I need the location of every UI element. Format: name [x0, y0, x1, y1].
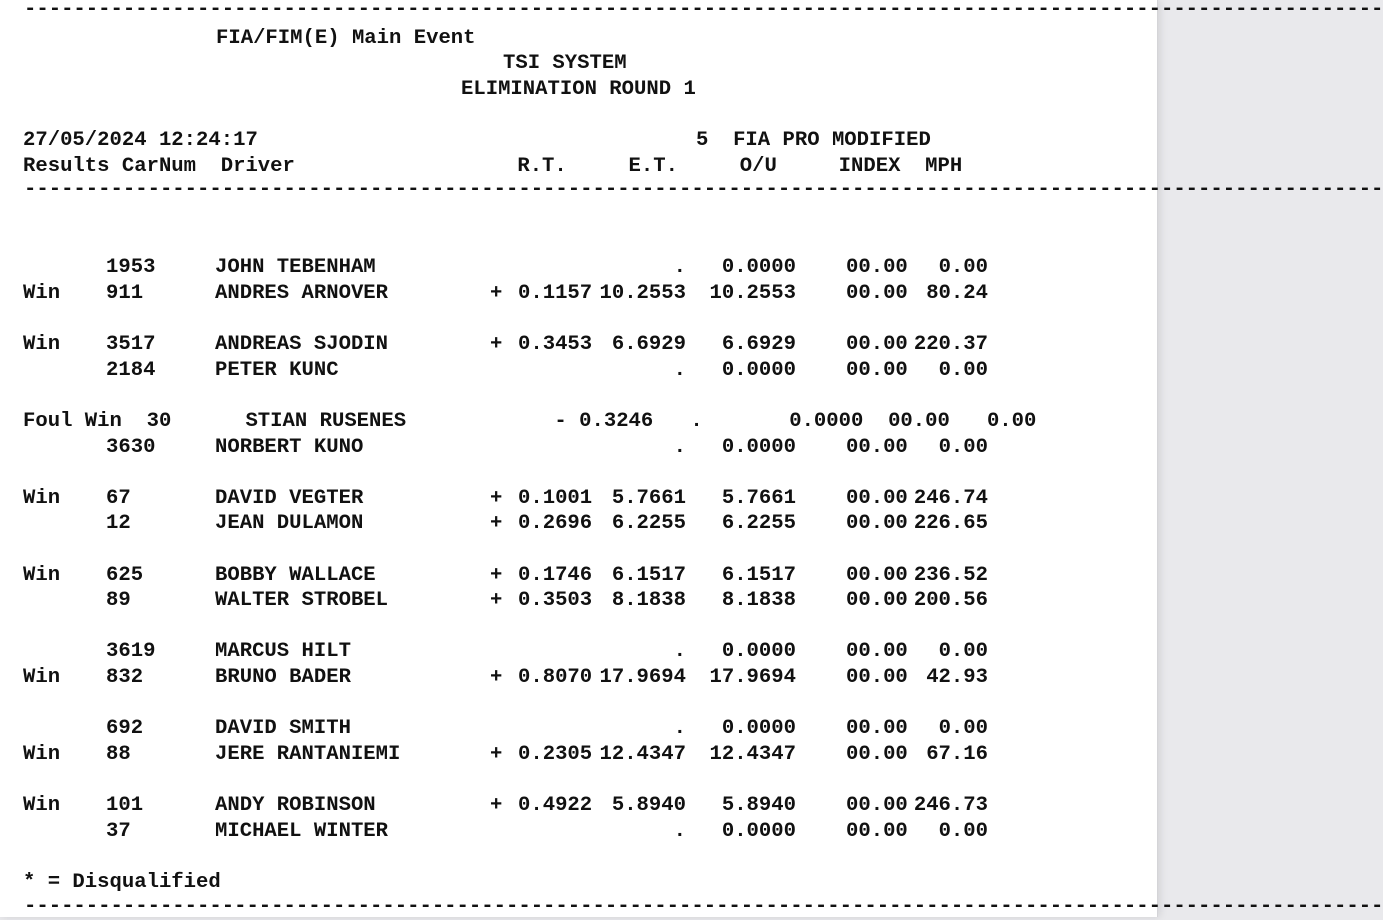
car-number-cell: 101: [106, 794, 144, 817]
reaction-time-cell: 0.8070: [518, 666, 593, 689]
car-number-cell: 911: [106, 282, 144, 305]
reaction-time-cell: 0.2305: [518, 743, 593, 766]
index-cell: 00.00: [846, 589, 908, 612]
elapsed-time-cell: 6.1517: [611, 564, 686, 587]
driver-cell: MARCUS HILT: [215, 640, 351, 663]
mph-cell: 0.00: [938, 359, 988, 382]
mph-cell: 67.16: [926, 743, 988, 766]
result-cell: Win: [23, 564, 61, 587]
mph-cell: 236.52: [913, 564, 988, 587]
reaction-time-cell: 0.1001: [518, 487, 593, 510]
report-timestamp: 27/05/2024 12:24:17: [23, 129, 258, 152]
driver-cell: JEAN DULAMON: [215, 512, 364, 535]
index-cell: 00.00: [846, 282, 908, 305]
elapsed-time-cell: .: [673, 256, 686, 279]
mph-cell: 246.73: [913, 794, 988, 817]
elapsed-time-cell: 12.4347: [599, 743, 686, 766]
reaction-sign-cell: +: [490, 589, 503, 612]
reaction-time-cell: 0.2696: [518, 512, 593, 535]
driver-cell: BOBBY WALLACE: [215, 564, 376, 587]
index-cell: 00.00: [846, 820, 908, 843]
elapsed-time-cell: .: [673, 436, 686, 459]
legend-disqualified: * = Disqualified: [23, 871, 221, 894]
over-under-cell: 0.0000: [721, 820, 796, 843]
reaction-sign-cell: +: [490, 487, 503, 510]
driver-cell: DAVID VEGTER: [215, 487, 364, 510]
reaction-sign-cell: +: [490, 743, 503, 766]
reaction-time-cell: 0.4922: [518, 794, 593, 817]
driver-cell: JOHN TEBENHAM: [215, 256, 376, 279]
over-under-cell: 0.0000: [721, 717, 796, 740]
index-cell: 00.00: [846, 487, 908, 510]
driver-cell: DAVID SMITH: [215, 717, 351, 740]
index-cell: 00.00: [846, 640, 908, 663]
over-under-cell: 0.0000: [721, 436, 796, 459]
mph-cell: 226.65: [913, 512, 988, 535]
driver-cell: BRUNO BADER: [215, 666, 351, 689]
over-under-cell: 10.2553: [709, 282, 796, 305]
car-number-cell: 2184: [106, 359, 156, 382]
driver-cell: ANDY ROBINSON: [215, 794, 376, 817]
driver-cell: ANDRES ARNOVER: [215, 282, 389, 305]
mph-cell: 0.00: [938, 256, 988, 279]
index-cell: 00.00: [846, 436, 908, 459]
round-title: ELIMINATION ROUND 1: [461, 78, 696, 101]
bottom-separator: --------------------------------------------------------------------------------------------------------------: [24, 895, 1383, 918]
car-number-cell: 692: [106, 717, 144, 740]
car-number-cell: 12: [106, 512, 131, 535]
reaction-sign-cell: +: [490, 333, 503, 356]
mph-cell: 42.93: [926, 666, 988, 689]
over-under-cell: 5.8940: [721, 794, 796, 817]
car-number-cell: 625: [106, 564, 144, 587]
reaction-sign-cell: +: [490, 794, 503, 817]
top-separator: --------------------------------------------------------------------------------------------------------------: [24, 0, 1383, 21]
driver-cell: NORBERT KUNO: [215, 436, 364, 459]
system-title: TSI SYSTEM: [503, 52, 627, 75]
car-number-cell: 88: [106, 743, 131, 766]
event-title: FIA/FIM(E) Main Event: [216, 27, 476, 50]
index-cell: 00.00: [846, 666, 908, 689]
header-separator: --------------------------------------------------------------------------------------------------------------: [24, 178, 1383, 201]
mph-cell: 0.00: [938, 436, 988, 459]
mph-cell: 246.74: [913, 487, 988, 510]
over-under-cell: 0.0000: [721, 359, 796, 382]
car-number-cell: 67: [106, 487, 131, 510]
elapsed-time-cell: 6.6929: [611, 333, 686, 356]
index-cell: 00.00: [846, 564, 908, 587]
car-number-cell: 89: [106, 589, 131, 612]
mph-cell: 0.00: [938, 717, 988, 740]
class-label: 5 FIA PRO MODIFIED: [696, 129, 931, 152]
over-under-cell: 0.0000: [721, 640, 796, 663]
mph-cell: 0.00: [938, 820, 988, 843]
car-number-cell: 832: [106, 666, 144, 689]
result-cell: Win: [23, 666, 61, 689]
car-number-cell: 37: [106, 820, 131, 843]
elapsed-time-cell: 8.1838: [611, 589, 686, 612]
car-number-cell: 1953: [106, 256, 156, 279]
reaction-sign-cell: +: [490, 282, 503, 305]
foul-row-line: Foul Win 30 STIAN RUSENES - 0.3246 . 0.0000 00.00 0.00: [23, 410, 1037, 433]
elapsed-time-cell: 5.8940: [611, 794, 686, 817]
result-cell: Win: [23, 743, 61, 766]
reaction-time-cell: 0.3453: [518, 333, 593, 356]
index-cell: 00.00: [846, 743, 908, 766]
driver-cell: ANDREAS SJODIN: [215, 333, 389, 356]
index-cell: 00.00: [846, 256, 908, 279]
reaction-time-cell: 0.3503: [518, 589, 593, 612]
index-cell: 00.00: [846, 359, 908, 382]
elapsed-time-cell: .: [673, 359, 686, 382]
result-cell: Win: [23, 282, 61, 305]
over-under-cell: 12.4347: [709, 743, 796, 766]
mph-cell: 200.56: [913, 589, 988, 612]
elapsed-time-cell: 10.2553: [599, 282, 686, 305]
reaction-time-cell: 0.1746: [518, 564, 593, 587]
index-cell: 00.00: [846, 794, 908, 817]
over-under-cell: 0.0000: [721, 256, 796, 279]
elapsed-time-cell: .: [673, 820, 686, 843]
reaction-time-cell: 0.1157: [518, 282, 593, 305]
driver-cell: MICHAEL WINTER: [215, 820, 389, 843]
over-under-cell: 5.7661: [721, 487, 796, 510]
reaction-sign-cell: +: [490, 564, 503, 587]
mph-cell: 0.00: [938, 640, 988, 663]
result-cell: Win: [23, 333, 61, 356]
over-under-cell: 6.2255: [721, 512, 796, 535]
over-under-cell: 17.9694: [709, 666, 796, 689]
result-cell: Win: [23, 487, 61, 510]
index-cell: 00.00: [846, 333, 908, 356]
column-headers: Results CarNum Driver R.T. E.T. O/U INDEX MPH: [23, 155, 963, 178]
car-number-cell: 3630: [106, 436, 156, 459]
index-cell: 00.00: [846, 512, 908, 535]
result-cell: Win: [23, 794, 61, 817]
elapsed-time-cell: 6.2255: [611, 512, 686, 535]
elapsed-time-cell: 5.7661: [611, 487, 686, 510]
car-number-cell: 3619: [106, 640, 156, 663]
over-under-cell: 6.1517: [721, 564, 796, 587]
elapsed-time-cell: .: [673, 640, 686, 663]
driver-cell: JERE RANTANIEMI: [215, 743, 401, 766]
car-number-cell: 3517: [106, 333, 156, 356]
driver-cell: WALTER STROBEL: [215, 589, 389, 612]
over-under-cell: 6.6929: [721, 333, 796, 356]
driver-cell: PETER KUNC: [215, 359, 339, 382]
mph-cell: 80.24: [926, 282, 988, 305]
over-under-cell: 8.1838: [721, 589, 796, 612]
reaction-sign-cell: +: [490, 512, 503, 535]
elapsed-time-cell: 17.9694: [599, 666, 686, 689]
elapsed-time-cell: .: [673, 717, 686, 740]
reaction-sign-cell: +: [490, 666, 503, 689]
mph-cell: 220.37: [913, 333, 988, 356]
index-cell: 00.00: [846, 717, 908, 740]
